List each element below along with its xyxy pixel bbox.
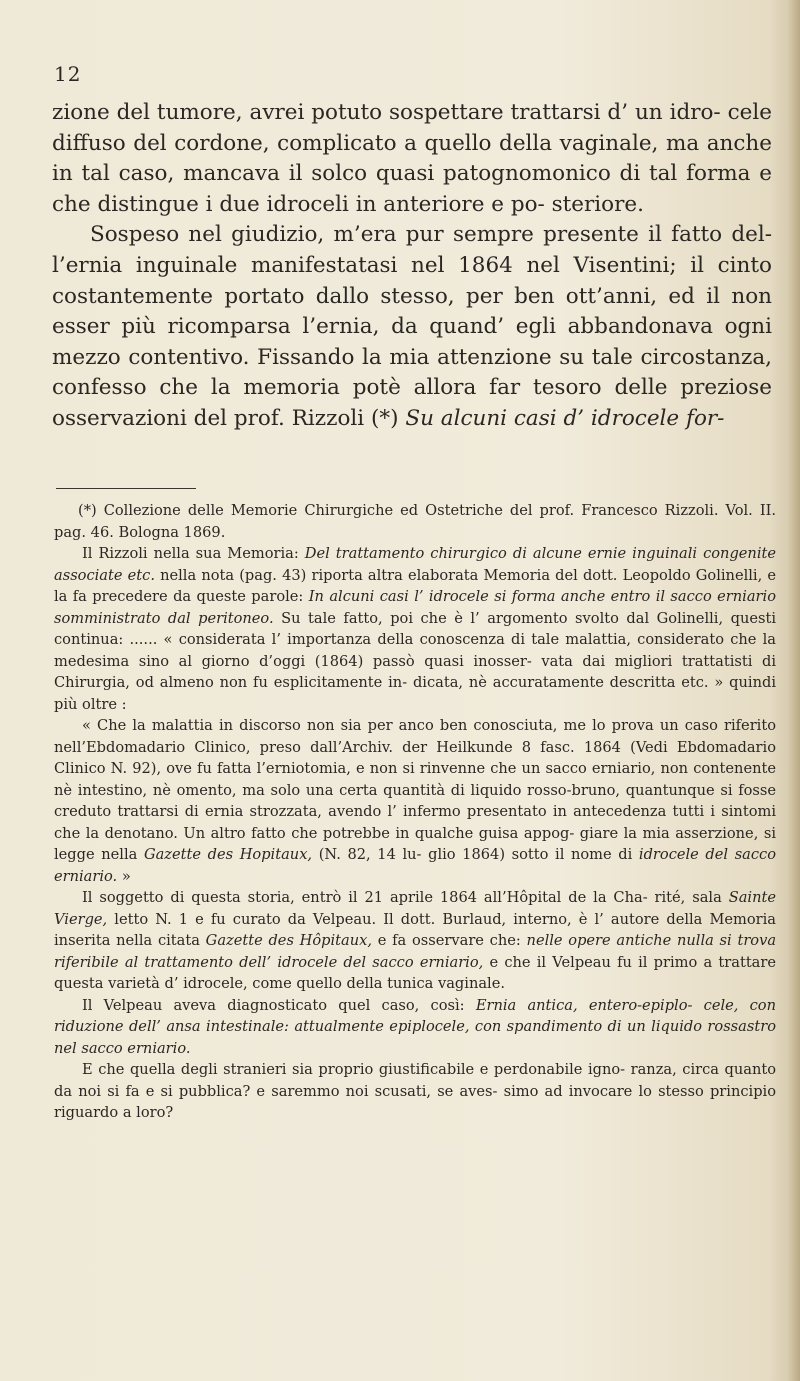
footnote-paragraph-velpeau [54, 995, 776, 1060]
fn3-text-c: » [121, 867, 131, 885]
footnote-paragraph-stranieri: E che quella degli stranieri sia proprio giustificabile e perdonabile igno- ranza, circa quanto da noi si fa e si pubblica? e saremmo noi scusati, se aves- simo ad invocare lo stesso principio riguardo a loro? [54, 1061, 776, 1121]
fn3-text-a: « Che la malattia in discorso non sia per anco ben conosciuta, me lo prova un caso riferito nell’Ebdomadario Clinico, preso dall’Archiv. der Heilkunde 8 fasc. 1864 (Vedi Ebdomadario Clinico N. 92), ove fu fatta l’erniotomia, e non si rinvenne che un sacco erniario, non contenente nè intestino, nè omento, ma solo una certa quantità di liquido rosso-bruno, quantunque si fosse creduto trattarsi di ernia strozzata, avendo l’ infermo presentato in antecedenza tutti i sintomi che la denotano. Un altro fatto che potrebbe in qualche guisa appog- giare la mia asserzione, si legge nella [54, 717, 776, 863]
fn2-title: Del trattamento chirurgico di alcune ernie inguinali congenite associate etc. [54, 545, 776, 584]
fn4-journal: Gazette des Hôpitaux, [205, 932, 373, 949]
fn4-text-d: e che il Velpeau fu il primo a trattare questa varietà d’ idrocele, come quello della tunica vaginale. [54, 953, 776, 992]
fn5-diagnosis: Ernia antica, entero-epiplo- cele, con riduzione dell’ ansa intestinale: attualmente epiplocele, con spandimento di un liquido rossastro nel sacco erniario. [54, 996, 776, 1057]
page-edge [788, 0, 800, 1381]
footnote-paragraph-rizzoli [54, 543, 776, 715]
fn4-quote: nelle opere antiche nulla si trova riferibile al trattamento dell’ idrocele del sacco erniario, [54, 932, 777, 971]
fn3-text-b: (N. 82, 14 lu- glio 1864) sotto il nome di [318, 846, 633, 863]
footnotes [54, 500, 776, 1124]
fn2-text-b: nella nota (pag. 43) riporta altra elaborata Memoria del dott. Leopoldo Golinelli, e la fa precedere da queste parole: [54, 566, 776, 605]
footnote-rule [56, 488, 196, 489]
main-paragraph-2-text: Sospeso nel giudizio, m’era pur sempre presente il fatto del- l’ernia inguinale manifestatasi nel 1864 nel Visentini; il cinto costantemente portato dallo stesso, per ben ott’anni, ed il non esser più ricomparsa l’ernia, da quand’ egli abbandonava ogni mezzo contentivo. Fissando la mia attenzione su tale circostanza, confesso che la memoria potè allora far tesoro delle preziose osservazioni del prof. Rizzoli (*) [52, 222, 772, 431]
main-paragraph-2 [52, 220, 772, 434]
footnote-paragraph-soggetto [54, 887, 776, 995]
fn4-ward: Sainte Vierge, [54, 889, 776, 928]
fn2-text-c: Su tale fatto, poi che è l’ argomento svolto dal Golinelli, questi continua: ...... « considerata l’ importanza della conoscenza di tale malattia, considerato che la medesima sino al giorno d’oggi (1864) passò quasi inosser- vata dai migliori trattatisti di Chirurgia, od almeno non fu esplicitamente in- dicata, nè accuratamente descritta etc. » quindi più oltre : [54, 609, 777, 713]
footnote-citation: (*) Collezione delle Memorie Chirurgiche ed Ostetriche del prof. Francesco Rizzoli. Vol. II. pag. 46. Bologna 1869. [54, 502, 776, 541]
fn3-journal: Gazette des Hopitaux, [143, 846, 313, 863]
fn2-text-a: Il Rizzoli nella sua Memoria: [82, 545, 299, 562]
fn4-text-c: e fa osservare che: [377, 932, 521, 949]
fn5-text-a: Il Velpeau aveva diagnosticato quel caso, così: [82, 996, 465, 1014]
fn4-text-b: letto N. 1 e fu curato da Velpeau. Il dott. Burlaud, interno, è l’ autore della Memoria inserita nella citata [54, 910, 777, 949]
main-paragraph-1: zione del tumore, avrei potuto sospettare trattarsi d’ un idro- cele diffuso del cordone, complicato a quello della vaginale, ma anche in tal caso, mancava il solco quasi patognomonico di tal forma e che distingue i due idroceli in anteriore e po- steriore. [52, 100, 772, 217]
main-paragraph-2-title: Su alcuni casi d’ idrocele for- [405, 405, 725, 431]
fn4-text-a: Il soggetto di questa storia, entrò il 21 aprile 1864 all’Hôpital de la Cha- rité, sala [82, 889, 722, 906]
fn3-title: idrocele del sacco erniario. [54, 846, 777, 885]
fn2-quote: In alcuni casi l’ idrocele si forma anche entro il sacco erniario somministrato dal peritoneo. [54, 588, 776, 627]
page-number: 12 [54, 62, 82, 86]
main-text [52, 98, 772, 435]
footnote-paragraph-malattia [54, 715, 776, 887]
